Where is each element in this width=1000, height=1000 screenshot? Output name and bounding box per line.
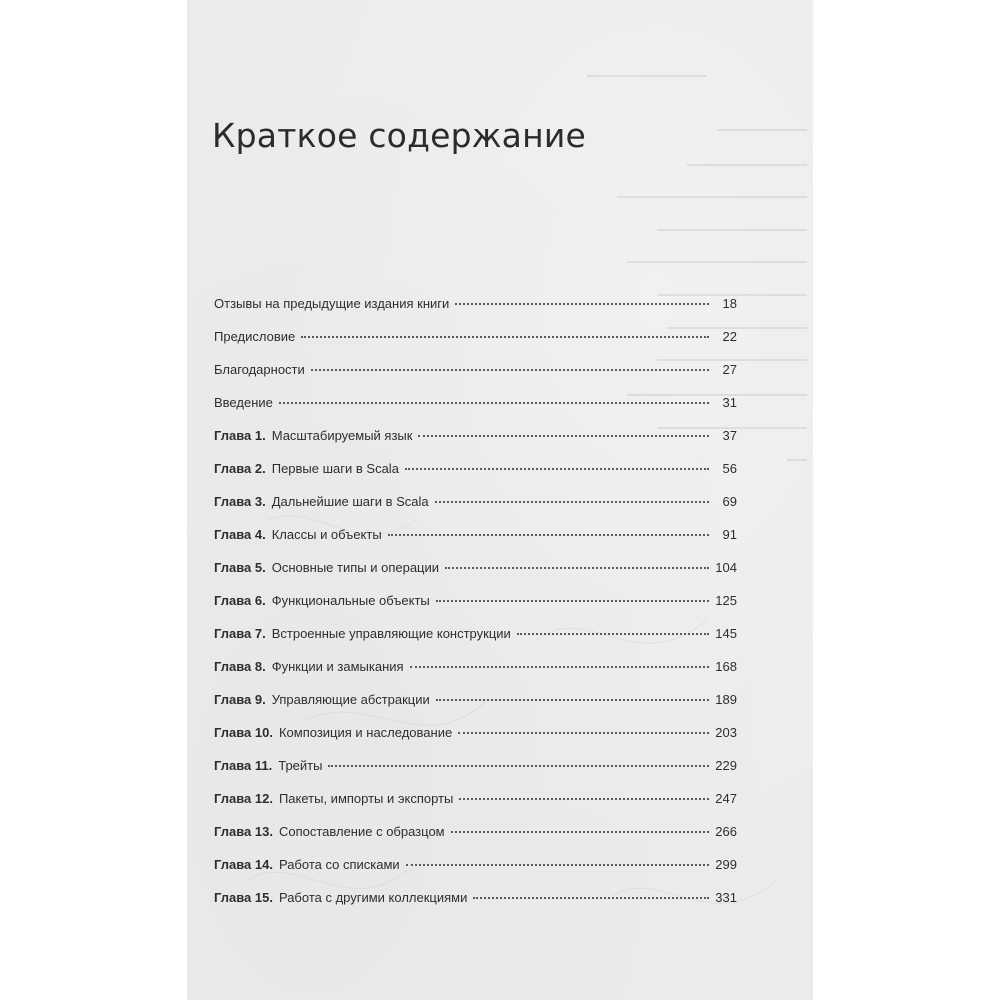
dot-leader <box>451 831 709 833</box>
toc-entry-title: Введение <box>214 395 273 410</box>
book-page <box>187 0 813 1000</box>
toc-page-number: 189 <box>715 692 737 707</box>
toc-entry <box>214 659 737 692</box>
dot-leader <box>301 336 709 338</box>
toc-chapter-number: Глава 9. <box>214 692 266 707</box>
toc-chapter-number: Глава 6. <box>214 593 266 608</box>
toc-page-number: 91 <box>722 527 737 542</box>
toc-page-number: 104 <box>715 560 737 575</box>
toc-entry-title: Функции и замыкания <box>271 659 404 674</box>
toc-entry <box>214 791 737 824</box>
dot-leader <box>473 897 709 899</box>
toc-entry-label <box>214 692 430 707</box>
toc-page-number: 203 <box>715 725 737 740</box>
toc-entry-title: Сопоставление с образцом <box>278 824 445 839</box>
toc-page-number: 168 <box>715 659 737 674</box>
toc-entry-title: Композиция и наследование <box>278 725 453 740</box>
toc-entry <box>214 461 737 494</box>
toc-entry-label <box>214 824 445 839</box>
toc-entry-title: Классы и объекты <box>271 527 382 542</box>
toc-entry <box>214 362 737 395</box>
dot-leader <box>405 468 709 470</box>
toc-chapter-number: Глава 15. <box>214 890 273 905</box>
toc-entry <box>214 560 737 593</box>
toc-entry-label <box>214 725 452 740</box>
toc-entry-title: Пакеты, импорты и экспорты <box>278 791 454 806</box>
toc-entry-title: Встроенные управляющие конструкции <box>271 626 511 641</box>
toc-page-number: 22 <box>722 329 737 344</box>
dot-leader <box>279 402 709 404</box>
toc-chapter-number: Глава 7. <box>214 626 266 641</box>
toc-entry-title: Первые шаги в Scala <box>271 461 399 476</box>
toc-chapter-number: Глава 5. <box>214 560 266 575</box>
toc-page-number: 31 <box>722 395 737 410</box>
dot-leader <box>517 633 709 635</box>
toc-entry <box>214 857 737 890</box>
toc-entry-label <box>214 857 400 872</box>
toc-entry-title: Масштабируемый язык <box>271 428 413 443</box>
toc-entry-label <box>214 560 439 575</box>
toc-page-number: 56 <box>722 461 737 476</box>
toc-page-number: 37 <box>722 428 737 443</box>
toc-entry-label <box>214 461 399 476</box>
toc-page-number: 266 <box>715 824 737 839</box>
table-of-contents <box>214 296 737 923</box>
toc-entry <box>214 395 737 428</box>
toc-entry-title: Благодарности <box>214 362 305 377</box>
dot-leader <box>410 666 709 668</box>
toc-chapter-number: Глава 13. <box>214 824 273 839</box>
toc-entry <box>214 329 737 362</box>
toc-chapter-number: Глава 3. <box>214 494 266 509</box>
toc-chapter-number: Глава 1. <box>214 428 266 443</box>
toc-entry <box>214 824 737 857</box>
toc-entry <box>214 428 737 461</box>
toc-page-number: 125 <box>715 593 737 608</box>
toc-entry <box>214 890 737 923</box>
toc-entry <box>214 626 737 659</box>
dot-leader <box>435 501 709 503</box>
toc-entry-title: Отзывы на предыдущие издания книги <box>214 296 450 311</box>
toc-entry <box>214 725 737 758</box>
toc-entry-title: Трейты <box>278 758 323 773</box>
toc-entry <box>214 692 737 725</box>
toc-entry-label <box>214 494 429 509</box>
toc-chapter-number: Глава 4. <box>214 527 266 542</box>
toc-page-number: 18 <box>722 296 737 311</box>
toc-chapter-number: Глава 11. <box>214 758 273 773</box>
toc-page-number: 247 <box>715 791 737 806</box>
dot-leader <box>418 435 709 437</box>
dot-leader <box>406 864 709 866</box>
toc-entry-title: Управляющие абстракции <box>271 692 430 707</box>
toc-entry-label <box>214 329 295 344</box>
toc-entry <box>214 593 737 626</box>
toc-chapter-number: Глава 8. <box>214 659 266 674</box>
toc-entry-label <box>214 428 412 443</box>
toc-entry-title: Работа с другими коллекциями <box>278 890 468 905</box>
toc-entry-title: Предисловие <box>214 329 296 344</box>
toc-entry-title: Функциональные объекты <box>271 593 430 608</box>
toc-entry <box>214 527 737 560</box>
dot-leader <box>445 567 709 569</box>
toc-page-number: 299 <box>715 857 737 872</box>
dot-leader <box>311 369 709 371</box>
dot-leader <box>436 600 709 602</box>
toc-entry-label <box>214 890 467 905</box>
dot-leader <box>458 732 709 734</box>
toc-entry-label <box>214 791 453 806</box>
toc-entry-label <box>214 527 382 542</box>
toc-entry <box>214 758 737 791</box>
toc-page-number: 69 <box>722 494 737 509</box>
toc-entry-label <box>214 296 449 311</box>
toc-entry-title: Дальнейшие шаги в Scala <box>271 494 429 509</box>
toc-chapter-number: Глава 10. <box>214 725 273 740</box>
toc-chapter-number: Глава 12. <box>214 791 273 806</box>
toc-entry <box>214 494 737 527</box>
toc-entry <box>214 296 737 329</box>
toc-chapter-number: Глава 14. <box>214 857 273 872</box>
dot-leader <box>436 699 709 701</box>
toc-entry-title: Основные типы и операции <box>271 560 440 575</box>
toc-page-number: 27 <box>722 362 737 377</box>
dot-leader <box>388 534 709 536</box>
dot-leader <box>459 798 709 800</box>
dot-leader <box>455 303 709 305</box>
toc-entry-label <box>214 395 273 410</box>
toc-page-number: 229 <box>715 758 737 773</box>
toc-entry-title: Работа со списками <box>278 857 400 872</box>
toc-chapter-number: Глава 2. <box>214 461 266 476</box>
toc-entry-label <box>214 362 305 377</box>
toc-entry-label <box>214 626 511 641</box>
toc-entry-label <box>214 593 430 608</box>
page-title: Краткое содержание <box>212 116 587 155</box>
toc-page-number: 145 <box>715 626 737 641</box>
toc-page-number: 331 <box>715 890 737 905</box>
dot-leader <box>328 765 709 767</box>
toc-entry-label <box>214 758 322 773</box>
toc-entry-label <box>214 659 404 674</box>
